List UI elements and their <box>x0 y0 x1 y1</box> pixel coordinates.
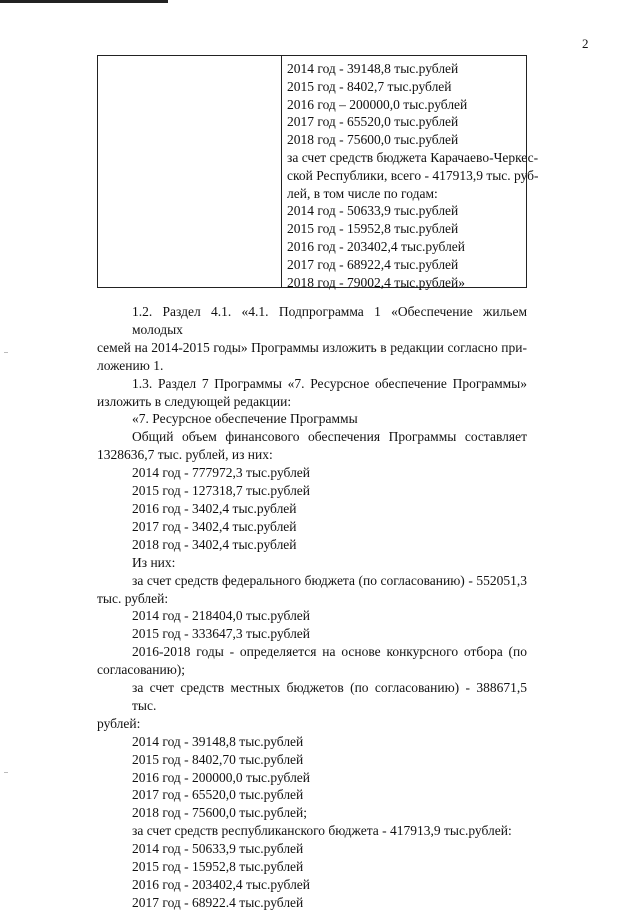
year-line: 2015 год - 8402,70 тыс.рублей <box>132 751 304 767</box>
table-line: 2018 год - 79002,4 тыс.рублей» <box>287 274 466 290</box>
table-line: лей, в том числе по годам: <box>287 185 438 201</box>
scan-artifact <box>4 352 8 353</box>
funding-table <box>97 55 539 290</box>
year-line: 2018 год - 3402,4 тыс.рублей <box>132 536 297 552</box>
section-title: «7. Ресурсное обеспечение Программы <box>132 411 358 427</box>
scan-artifact <box>4 772 8 773</box>
paragraph-line: согласованию); <box>97 662 186 678</box>
paragraph-line: тыс. рублей: <box>97 590 169 606</box>
year-line: 2015 год - 127318,7 тыс.рублей <box>132 483 311 499</box>
paragraph-line: Из них: <box>132 554 176 570</box>
year-line: 2017 год - 3402,4 тыс.рублей <box>132 518 297 534</box>
paragraph-line: рублей: <box>97 715 141 731</box>
table-line: 2016 год - 203402,4 тыс.рублей <box>287 238 466 254</box>
paragraph-line: ложению 1. <box>97 357 164 373</box>
year-line: 2015 год - 15952,8 тыс.рублей <box>132 859 304 875</box>
year-line: 2016 год - 3402,4 тыс.рублей <box>132 500 297 516</box>
table-line: 2018 год - 75600,0 тыс.рублей <box>287 132 459 148</box>
year-line: 2015 год - 333647,3 тыс.рублей <box>132 626 311 642</box>
table-line: за счет средств бюджета Карачаево-Черкес- <box>287 149 539 165</box>
year-line: 2018 год - 75600,0 тыс.рублей; <box>132 805 308 821</box>
scan-edge-line <box>0 0 168 3</box>
year-line: 2014 год - 50633,9 тыс.рублей <box>132 841 304 857</box>
year-line: 2014 год - 218404,0 тыс.рублей <box>132 608 311 624</box>
table-line: 2016 год – 200000,0 тыс.рублей <box>287 96 468 112</box>
page-number: 2 <box>582 36 589 51</box>
table-line: 2015 год - 15952,8 тыс.рублей <box>287 221 459 237</box>
table-line: 2014 год - 39148,8 тыс.рублей <box>287 61 459 76</box>
paragraph-line: 1.2. Раздел 4.1. «4.1. Подпрограмма 1 «Обеспечение жильем молодых <box>132 304 527 337</box>
year-line: 2016 год - 200000,0 тыс.рублей <box>132 769 311 785</box>
table-line: 2017 год - 68922,4 тыс.рублей <box>287 256 459 272</box>
paragraph-line: 1328636,7 тыс. рублей, из них: <box>97 447 273 463</box>
paragraph-line: семей на 2014-2015 годы» Программы изложить в редакции согласно при- <box>97 339 527 355</box>
paragraph-line: 2016-2018 годы - определяется на основе конкурсного отбора (по <box>132 644 527 660</box>
year-line: 2017 год - 68922.4 тыс.рублей <box>132 894 304 910</box>
year-line: 2014 год - 777972,3 тыс.рублей <box>132 465 311 481</box>
paragraph-line: за счет средств республиканского бюджета - 417913,9 тыс.рублей: <box>132 823 512 839</box>
paragraph-line: изложить в следующей редакции: <box>97 393 292 409</box>
table-line: 2015 год - 8402,7 тыс.рублей <box>287 78 452 94</box>
document-body <box>97 303 527 912</box>
table-line: ской Республики, всего - 417913,9 тыс. руб- <box>287 167 539 183</box>
table-right-cell <box>287 60 539 291</box>
table-line: 2014 год - 50633,9 тыс.рублей <box>287 203 459 219</box>
table-line: 2017 год - 65520,0 тыс.рублей <box>287 114 459 130</box>
year-line: 2017 год - 65520,0 тыс.рублей <box>132 787 304 803</box>
year-line: 2016 год - 203402,4 тыс.рублей <box>132 877 311 892</box>
table-column-divider <box>281 56 282 287</box>
paragraph-line: 1.3. Раздел 7 Программы «7. Ресурсное обеспечение Программы» <box>132 375 527 391</box>
year-line: 2014 год - 39148,8 тыс.рублей <box>132 733 304 749</box>
paragraph-line: за счет средств федерального бюджета (по согласованию) - 552051,3 <box>132 572 527 588</box>
paragraph-line: Общий объем финансового обеспечения Программы составляет <box>132 429 527 445</box>
paragraph-line: за счет средств местных бюджетов (по согласованию) - 388671,5 тыс. <box>132 680 527 713</box>
